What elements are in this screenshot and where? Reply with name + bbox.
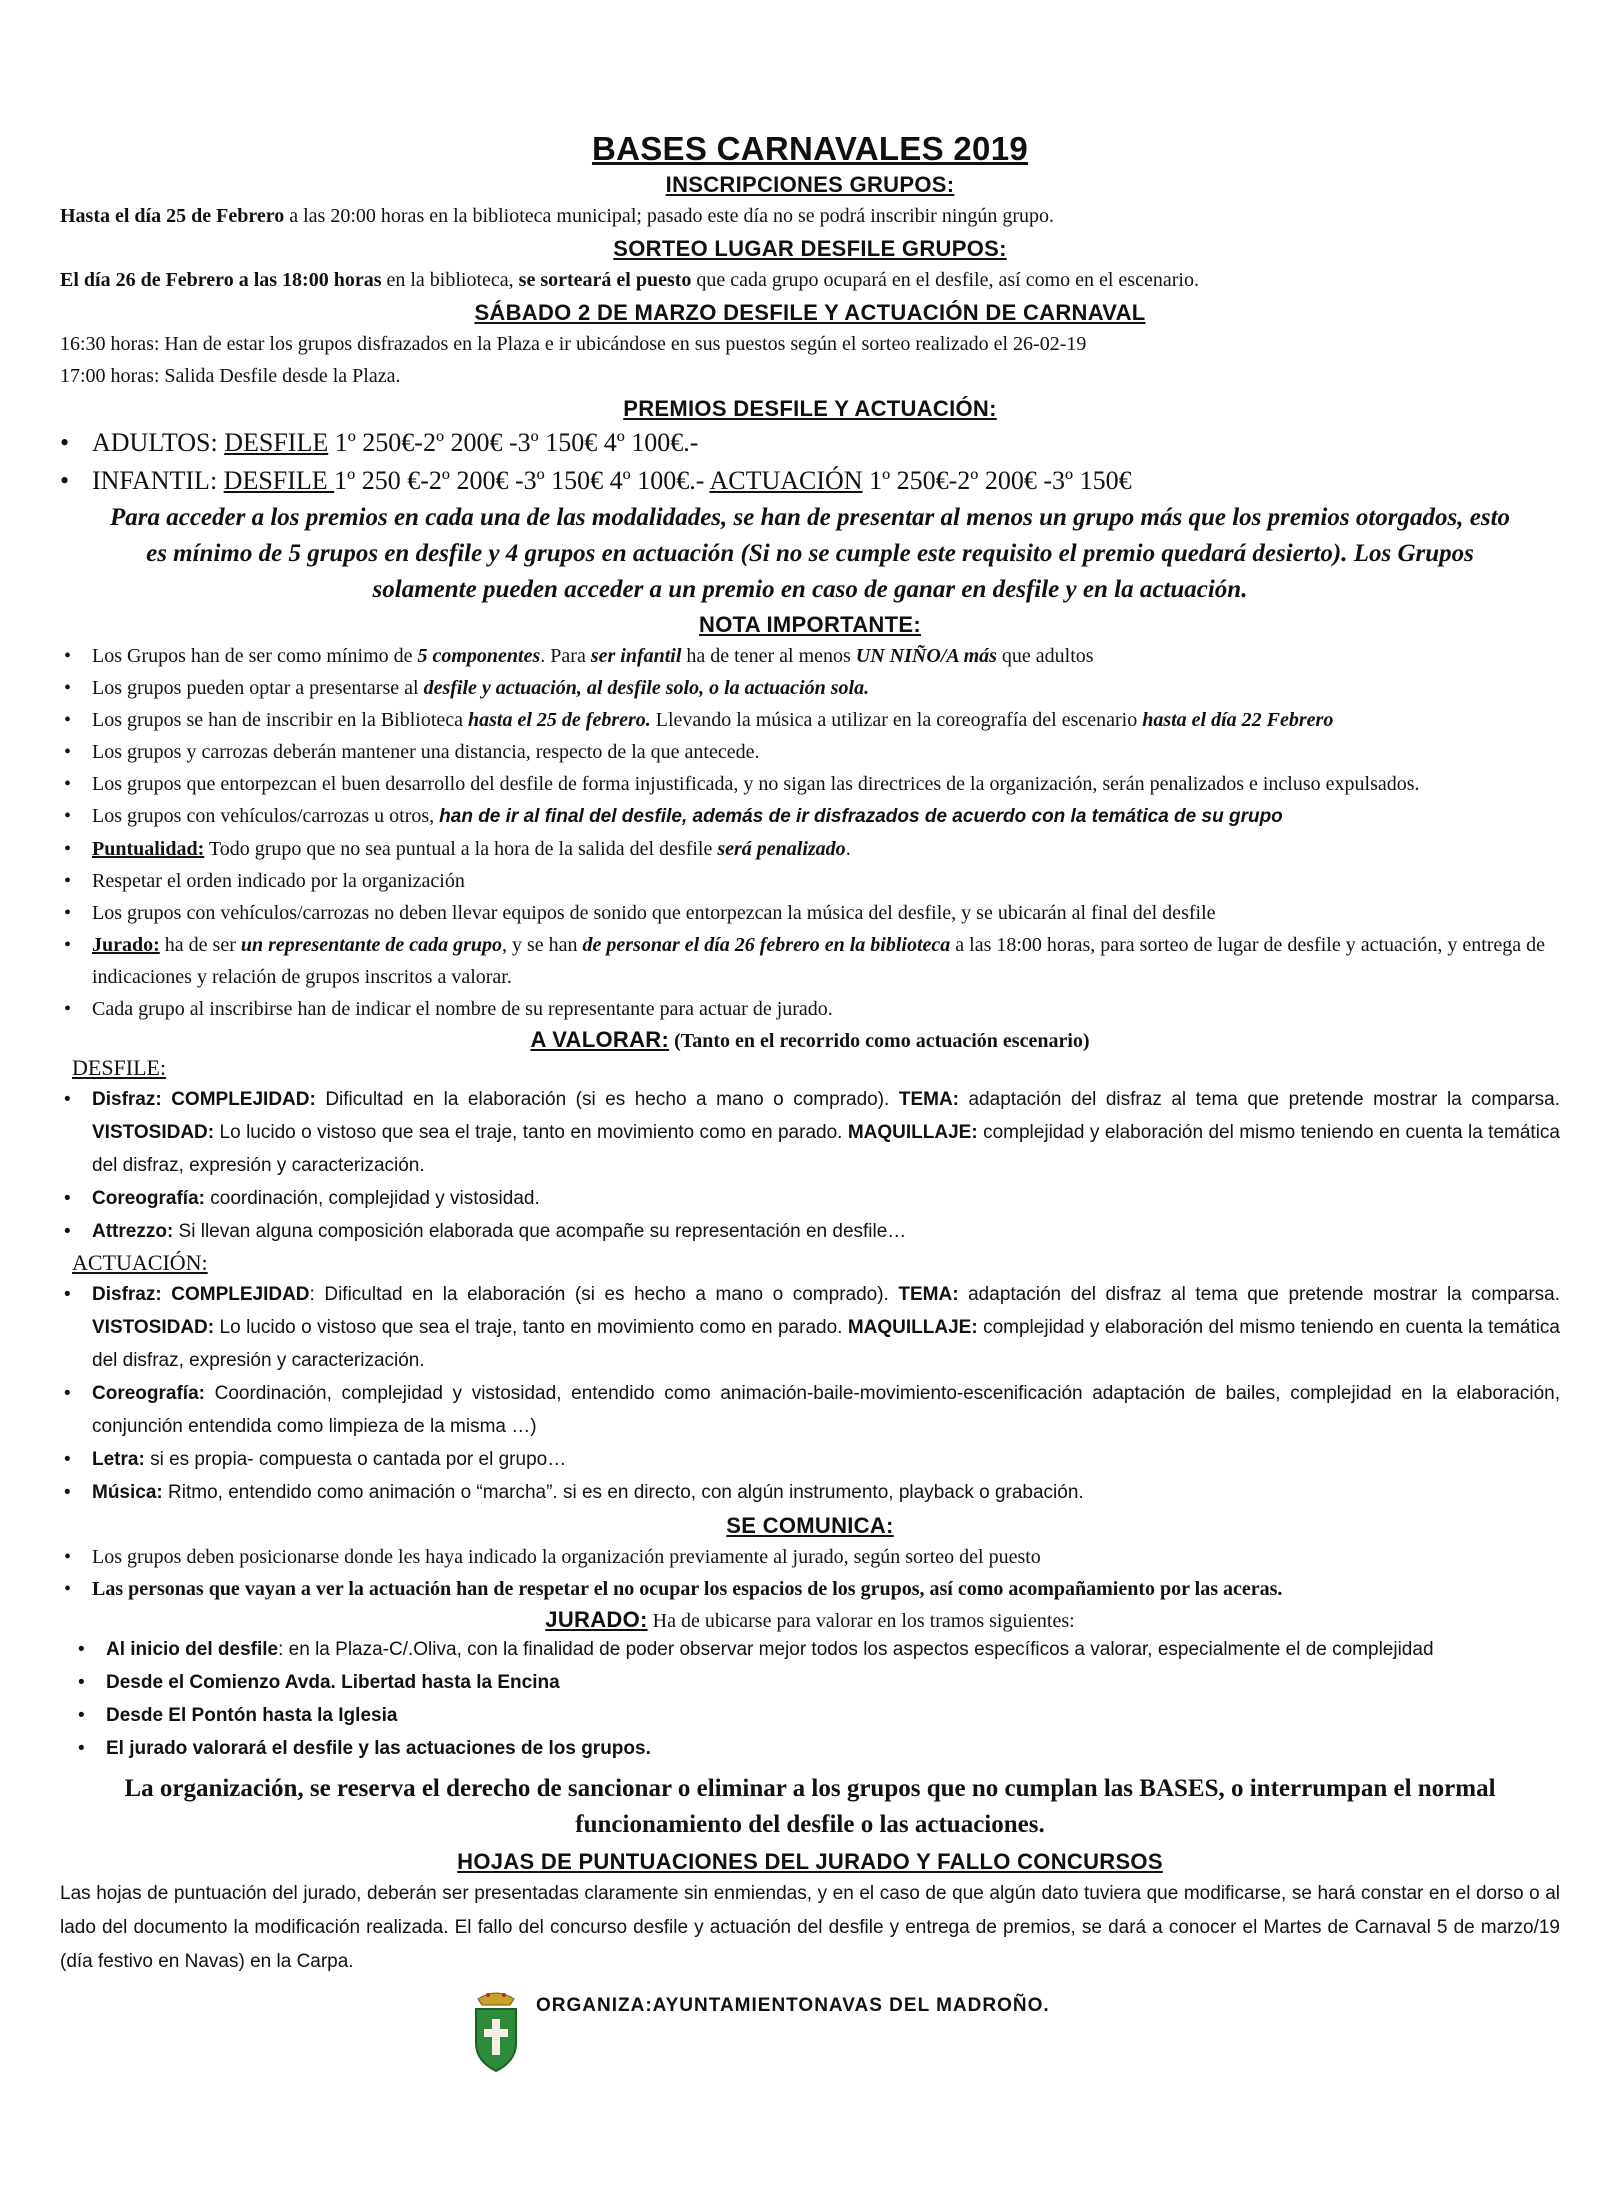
- a3b: si es propia- compuesta o cantada por el grupo…: [144, 1449, 567, 1470]
- heading-hojas: HOJAS DE PUNTUACIONES DEL JURADO Y FALLO CONCURSOS: [457, 1849, 1163, 1874]
- d1e: VISTOSIDAD:: [92, 1122, 215, 1143]
- hojas-text: Las hojas de puntuación del jurado, deberán ser presentadas claramente sin enmiendas, y en el caso de que algún dato tuviera que modificarse, se hará constar en el dorso o al lado del documento la modificación realizada. El fallo del concurso desfile y actuación del desfile y entrega de premios, se dará a conocer el Martes de Carnaval 5 de marzo/19 (día festivo en Navas) en la Carpa.: [60, 1883, 1560, 1972]
- heading-jurado-row: [60, 1607, 1560, 1633]
- jurado-item: [60, 1732, 1560, 1765]
- document-page: [60, 130, 1560, 2075]
- nota-item: • Los grupos que entorpezcan el buen desarrollo del desfile de forma injustificada, y no sigan las directrices de la organización, serán penalizados e incluso expulsados.: [60, 768, 1560, 800]
- nota-10a: Jurado:: [92, 934, 160, 956]
- nota-1e: ha de tener al menos: [681, 645, 856, 667]
- nota-2b: desfile y actuación, al desfile solo, o la actuación sola.: [423, 677, 870, 699]
- nota-10f: a las 18:00 horas, para sorteo de lugar de desfile y actuación, y entrega de indicaciones y relación de grupos inscritos a valorar.: [92, 934, 1546, 988]
- actuacion-item: [60, 1476, 1560, 1509]
- jurado-item: [60, 1699, 1560, 1732]
- heading-inscripciones: INSCRIPCIONES GRUPOS:: [665, 172, 955, 197]
- nota-item: [60, 929, 1560, 993]
- heading-jurado: JURADO:: [545, 1607, 648, 1632]
- nota-10b: ha de ser: [159, 934, 241, 956]
- d1d: adaptación del disfraz al tema que pretende mostrar la comparsa.: [959, 1089, 1560, 1110]
- nota-item: • Respetar el orden indicado por la organización: [60, 865, 1560, 897]
- infantil-values: 1º 250 €-2º 200€ -3º 150€ 4º 100€.-: [334, 466, 710, 495]
- sorteo-date: El día 26 de Febrero a las 18:00 horas: [60, 269, 382, 291]
- nota-1a: Los Grupos han de ser como mínimo de: [92, 645, 418, 667]
- nota-10e: de personar el día 26 febrero en la biblioteca: [582, 934, 951, 956]
- nota-item: [60, 833, 1560, 865]
- desfile-subheading: DESFILE:: [72, 1055, 167, 1080]
- desfile-item: [60, 1182, 1560, 1215]
- organiza-label: ORGANIZA:AYUNTAMIENTONAVAS DEL MADROÑO.: [536, 1995, 1050, 2016]
- desfile-list: [60, 1083, 1560, 1248]
- sorteo-t1: en la biblioteca,: [381, 269, 519, 291]
- d2b: coordinación, complejidad y vistosidad.: [204, 1188, 540, 1209]
- nota-2a: Los grupos pueden optar a presentarse al: [92, 677, 424, 699]
- nota-7b: Todo grupo que no sea puntual a la hora de la salida del desfile: [204, 838, 718, 860]
- nota-1b: 5 componentes: [417, 645, 541, 667]
- j4: El jurado valorará el desfile y las actuaciones de los grupos.: [106, 1738, 651, 1759]
- d2a: Coreografía:: [92, 1188, 205, 1209]
- sorteo-text: [60, 264, 1560, 296]
- valorar-note: (Tanto en el recorrido como actuación escenario): [669, 1030, 1090, 1052]
- infantil-label: INFANTIL:: [92, 466, 224, 495]
- nota-item: • Los grupos con vehículos/carrozas no deben llevar equipos de sonido que entorpezcan la música del desfile, y se ubicarán al final del desfile: [60, 897, 1560, 929]
- adultos-values: 1º 250€-2º 200€ -3º 150€ 4º 100€.-: [328, 428, 699, 457]
- coat-of-arms-icon: [470, 1985, 522, 2075]
- a2a: Coreografía:: [92, 1383, 205, 1404]
- actuacion-subheading: ACTUACIÓN:: [72, 1250, 208, 1275]
- actuacion-list: [60, 1278, 1560, 1509]
- nota-list: [60, 640, 1560, 1025]
- desfile-item: [60, 1215, 1560, 1248]
- premios-note: Para acceder a los premios en cada una de las modalidades, se han de presentar al menos un grupo más que los premios otorgados, esto es mínimo de 5 grupos en desfile y 4 grupos en actuación (Si no se cumple este requisito el premio quedará desierto). Los Grupos solamente pueden acceder a un premio en caso de ganar en desfile y en la actuación.: [109, 504, 1511, 603]
- infantil-desfile-label: DESFILE: [223, 466, 335, 495]
- comunica-item: [60, 1573, 1560, 1605]
- nota-7d: .: [845, 838, 851, 860]
- nota-10d: , y se han: [502, 934, 583, 956]
- document-title: BASES CARNAVALES 2019: [591, 130, 1029, 167]
- nota-item: [60, 800, 1560, 833]
- comunica-list: [60, 1541, 1560, 1605]
- nota-10c: un representante de cada grupo: [240, 934, 502, 956]
- nota-6b: han de ir al final del desfile, además de ir disfrazados de acuerdo con la temática de su grupo: [439, 806, 1283, 827]
- premio-adultos: [60, 424, 1560, 462]
- j1b: : en la Plaza-C/.Oliva, con la finalidad de poder observar mejor todos los aspectos específicos a valorar, especialmente el de complejidad: [278, 1639, 1434, 1660]
- heading-sabado: SÁBADO 2 DE MARZO DESFILE Y ACTUACIÓN DE CARNAVAL: [474, 300, 1146, 325]
- jurado-list: [60, 1633, 1560, 1765]
- sorteo-t2: que cada grupo ocupará en el desfile, así como en el escenario.: [691, 269, 1199, 291]
- infantil-actuacion-label: ACTUACIÓN: [709, 466, 863, 495]
- nota-item: [60, 704, 1560, 736]
- a1c: TEMA:: [898, 1284, 959, 1305]
- d1f: Lo lucido o vistoso que sea el traje, tanto en movimiento como en parado.: [214, 1122, 848, 1143]
- nota-3d: hasta el día 22 Febrero: [1142, 709, 1334, 731]
- inscripciones-text: [60, 200, 1560, 232]
- a1b: : Dificultad en la elaboración (si es hecho a mano o comprado).: [309, 1284, 899, 1305]
- a1d: adaptación del disfraz al tema que pretende mostrar la comparsa.: [958, 1284, 1560, 1305]
- actuacion-item: [60, 1278, 1560, 1377]
- j1a: Al inicio del desfile: [106, 1639, 279, 1660]
- desfile-item: [60, 1083, 1560, 1182]
- actuacion-item: [60, 1377, 1560, 1443]
- sabado-line-2: 17:00 horas: Salida Desfile desde la Plaza.: [60, 365, 401, 387]
- a1e: VISTOSIDAD:: [92, 1317, 215, 1338]
- a2b: Coordinación, complejidad y vistosidad, entendido como animación-baile-movimiento-escenificación adaptación de bailes, complejidad en la elaboración, conjunción entendida como limpieza de la misma …): [92, 1383, 1560, 1437]
- a4a: Música:: [92, 1482, 163, 1503]
- j3: Desde El Pontón hasta la Iglesia: [106, 1705, 398, 1726]
- nota-item: [60, 672, 1560, 704]
- heading-sorteo: SORTEO LUGAR DESFILE GRUPOS:: [613, 236, 1007, 261]
- nota-3c: Llevando la música a utilizar en la coreografía del escenario: [650, 709, 1143, 731]
- sorteo-b2: se sorteará el puesto: [518, 269, 692, 291]
- a1a: Disfraz: COMPLEJIDAD: [92, 1284, 310, 1305]
- heading-comunica: SE COMUNICA:: [726, 1513, 894, 1538]
- a1g: MAQUILLAJE:: [847, 1317, 978, 1338]
- d3b: Si llevan alguna composición elaborada que acompañe su representación en desfile…: [173, 1221, 907, 1242]
- adultos-sep: :: [210, 428, 225, 457]
- jurado-item: [60, 1633, 1560, 1666]
- d1c: TEMA:: [898, 1089, 960, 1110]
- comunica-item: • Los grupos deben posicionarse donde les haya indicado la organización previamente al jurado, según sorteo del puesto: [60, 1541, 1560, 1573]
- a1h: complejidad y elaboración del mismo teniendo en cuenta la temática del disfraz, expresión y caracterización.: [92, 1317, 1560, 1371]
- nota-1f: UN NIÑO/A más: [855, 645, 997, 667]
- nota-1g: que adultos: [996, 645, 1094, 667]
- organizacion-notice: La organización, se reserva el derecho de sancionar o eliminar a los grupos que no cumplan las BASES, o interrumpan el normal funcionamiento del desfile o las actuaciones.: [124, 1775, 1496, 1838]
- nota-1c: . Para: [540, 645, 591, 667]
- d1b: Dificultad en la elaboración (si es hecho a mano o comprado).: [315, 1089, 899, 1110]
- nota-7c: será penalizado: [717, 838, 846, 860]
- a3a: Letra:: [92, 1449, 145, 1470]
- jurado-note: Ha de ubicarse para valorar en los tramos siguientes:: [647, 1610, 1075, 1632]
- j2: Desde el Comienzo Avda. Libertad hasta la Encina: [106, 1672, 560, 1693]
- nota-item: • Los grupos y carrozas deberán mantener una distancia, respecto de la que antecede.: [60, 736, 1560, 768]
- sabado-line-1: 16:30 horas: Han de estar los grupos disfrazados en la Plaza e ir ubicándose en sus puestos según el sorteo realizado el 26-02-19: [60, 333, 1087, 355]
- inscripciones-date: Hasta el día 25 de Febrero: [60, 205, 285, 227]
- actuacion-item: [60, 1443, 1560, 1476]
- d1g: MAQUILLAJE:: [847, 1122, 978, 1143]
- footer: [470, 1985, 1560, 2075]
- d3a: Attrezzo:: [92, 1221, 174, 1242]
- heading-valorar: A VALORAR:: [530, 1027, 670, 1052]
- heading-valorar-row: [60, 1027, 1560, 1053]
- adultos-desfile-label: DESFILE: [224, 428, 329, 457]
- heading-nota: NOTA IMPORTANTE:: [699, 612, 921, 637]
- nota-7a: Puntualidad:: [92, 838, 205, 860]
- inscripciones-rest: a las 20:00 horas en la biblioteca municipal; pasado este día no se podrá inscribir ningún grupo.: [284, 205, 1055, 227]
- premio-infantil: [60, 462, 1560, 500]
- nota-item: • Cada grupo al inscribirse han de indicar el nombre de su representante para actuar de jurado.: [60, 993, 1560, 1025]
- adultos-label: ADULTOS: [92, 428, 211, 457]
- nota-1d: ser infantil: [590, 645, 682, 667]
- comunica-c2: Las personas que vayan a ver la actuación han de respetar el no ocupar los espacios de los grupos, así como acompañamiento por las aceras.: [92, 1578, 1283, 1600]
- nota-item: [60, 640, 1560, 672]
- nota-6a: Los grupos con vehículos/carrozas u otros,: [92, 805, 440, 827]
- a1f: Lo lucido o vistoso que sea el traje, tanto en movimiento como en parado.: [214, 1317, 848, 1338]
- nota-3a: Los grupos se han de inscribir en la Biblioteca: [92, 709, 469, 731]
- premios-list: [60, 424, 1560, 500]
- a4b: Ritmo, entendido como animación o “marcha”. si es en directo, con algún instrumento, playback o grabación.: [162, 1482, 1084, 1503]
- d1h: complejidad y elaboración del mismo teniendo en cuenta la temática del disfraz, expresión y caracterización.: [92, 1122, 1560, 1176]
- infantil-act-values: 1º 250€-2º 200€ -3º 150€: [862, 466, 1132, 495]
- nota-3b: hasta el 25 de febrero.: [468, 709, 651, 731]
- jurado-item: [60, 1666, 1560, 1699]
- d1a: Disfraz: COMPLEJIDAD:: [92, 1089, 316, 1110]
- heading-premios: PREMIOS DESFILE Y ACTUACIÓN:: [623, 396, 997, 421]
